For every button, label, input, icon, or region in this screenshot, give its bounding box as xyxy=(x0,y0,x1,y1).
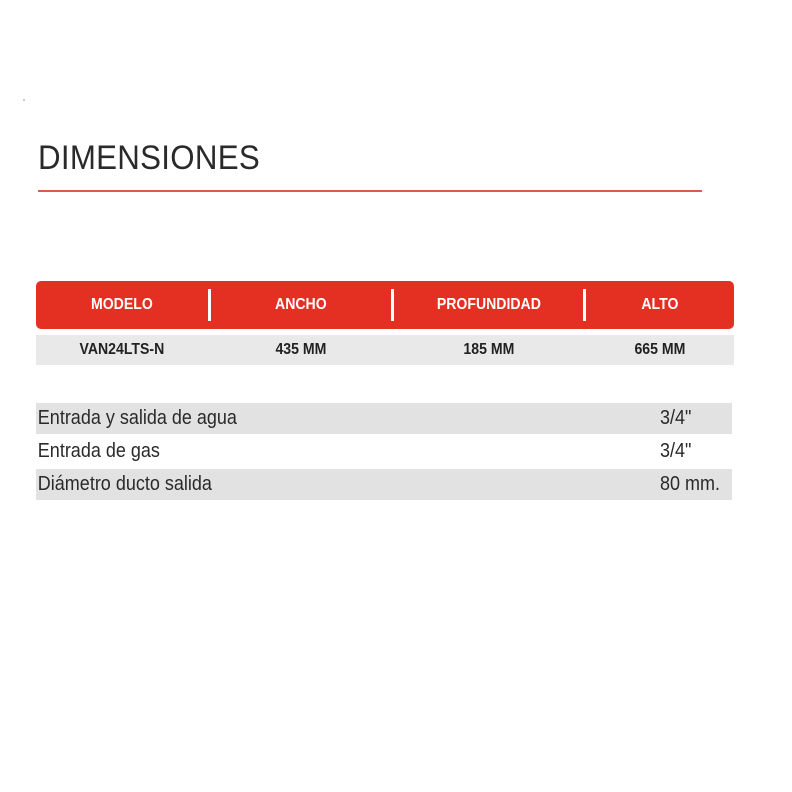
header-ancho: ANCHO xyxy=(274,296,327,313)
header-separator xyxy=(391,289,394,321)
title-divider xyxy=(38,190,702,192)
specs-list xyxy=(36,403,732,502)
header-profundidad: PROFUNDIDAD xyxy=(436,296,541,313)
spec-row-gas xyxy=(36,436,732,467)
header-separator xyxy=(208,289,211,321)
spec-row-water xyxy=(36,403,732,434)
stray-dot xyxy=(23,99,25,101)
dimensions-header-bar xyxy=(36,281,734,329)
spec-label: Diámetro ducto salida xyxy=(37,473,212,495)
spec-label: Entrada y salida de agua xyxy=(37,407,237,429)
header-alto: ALTO xyxy=(641,296,679,313)
value-profundidad: 185 MM xyxy=(462,341,514,358)
header-modelo: MODELO xyxy=(90,296,153,313)
spec-label: Entrada de gas xyxy=(37,440,160,462)
value-modelo: VAN24LTS-N xyxy=(79,341,165,358)
value-ancho: 435 MM xyxy=(275,341,327,358)
header-separator xyxy=(583,289,586,321)
spec-value: 3/4" xyxy=(660,440,692,462)
value-alto: 665 MM xyxy=(634,341,686,358)
dimensions-data-row xyxy=(36,335,734,365)
page-title: DIMENSIONES xyxy=(38,139,261,177)
spec-value: 3/4" xyxy=(660,407,692,429)
spec-value: 80 mm. xyxy=(660,473,721,495)
spec-row-duct xyxy=(36,469,732,500)
